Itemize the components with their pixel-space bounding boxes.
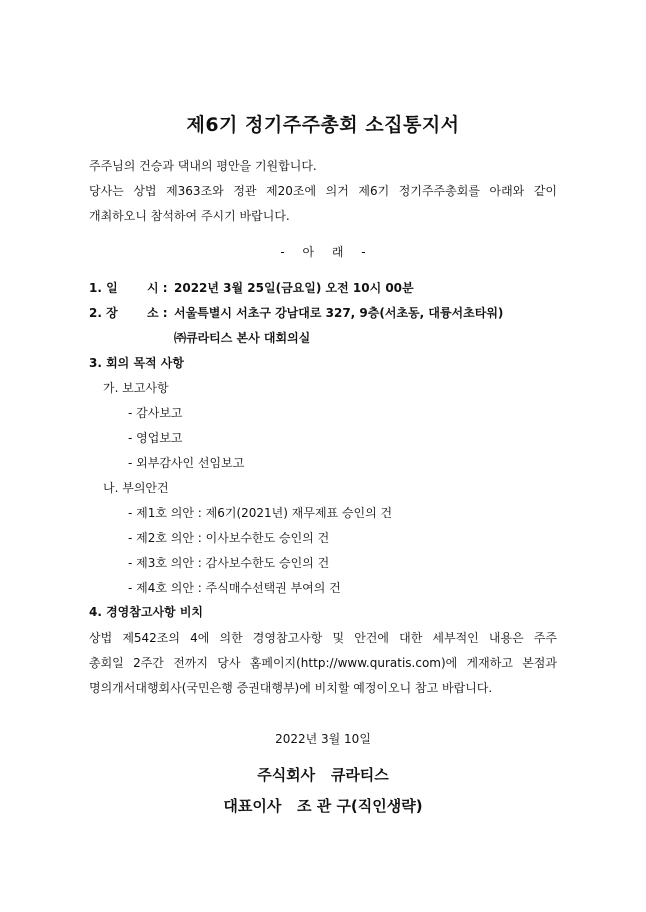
resolution-item: - 제4호 의안 : 주식매수선택권 부여의 건 <box>128 581 341 595</box>
resolutions-heading: 나. 부의안건 <box>103 481 169 495</box>
resolution-item: - 제3호 의안 : 감사보수한도 승인의 건 <box>128 556 330 570</box>
place-label: 소 : <box>147 306 168 320</box>
place-label-num: 2. 장 <box>89 306 118 320</box>
reference-line-3: 명의개서대행회사(국민은행 증권대행부)에 비치할 예정이오니 참고 바랍니다. <box>89 681 493 695</box>
representative-name: 대표이사 조 관 구(직인생략) <box>223 797 423 815</box>
resolution-item: - 제1호 의안 : 제6기(2021년) 재무제표 승인의 건 <box>128 506 393 520</box>
company-name: 주식회사 큐라티스 <box>257 766 389 784</box>
reference-line-1: 상법 제542조의 4에 의한 경영참고사항 및 안건에 대한 세부적인 내용은 주주 <box>89 631 557 645</box>
intro-line-1: 주주님의 건승과 댁내의 평안을 기원합니다. <box>89 159 317 173</box>
date-label: 시 : <box>147 281 168 295</box>
intro-line-2: 당사는 상법 제363조와 정관 제20조에 의거 제6기 정기주주총회를 아래와 같이 <box>89 184 557 198</box>
notice-heading: - 아 래 - <box>280 245 366 259</box>
reference-line-2: 총회일 2주간 전까지 당사 홈페이지(http://www.quratis.com)에 게재하고 본점과 <box>89 656 557 670</box>
resolution-item: - 제2호 의안 : 이사보수한도 승인의 건 <box>128 531 330 545</box>
reports-heading: 가. 보고사항 <box>103 381 169 395</box>
reference-heading: 4. 경영참고사항 비치 <box>89 605 204 619</box>
notice-date: 2022년 3월 10일 <box>275 732 371 746</box>
report-item: - 외부감사인 선임보고 <box>128 456 245 470</box>
date-label-num: 1. 일 <box>89 281 118 295</box>
meeting-room: ㈜큐라티스 본사 대회의실 <box>174 331 311 345</box>
meeting-datetime: 2022년 3월 25일(금요일) 오전 10시 00분 <box>174 281 414 295</box>
agenda-heading: 3. 회의 목적 사항 <box>89 356 184 370</box>
report-item: - 영업보고 <box>128 431 183 445</box>
report-item: - 감사보고 <box>128 406 183 420</box>
meeting-address: 서울특별시 서초구 강남대로 327, 9층(서초동, 대륭서초타워) <box>174 306 504 320</box>
intro-line-3: 개최하오니 참석하여 주시기 바랍니다. <box>89 209 290 223</box>
document-title: 제6기 정기주주총회 소집통지서 <box>186 114 460 136</box>
